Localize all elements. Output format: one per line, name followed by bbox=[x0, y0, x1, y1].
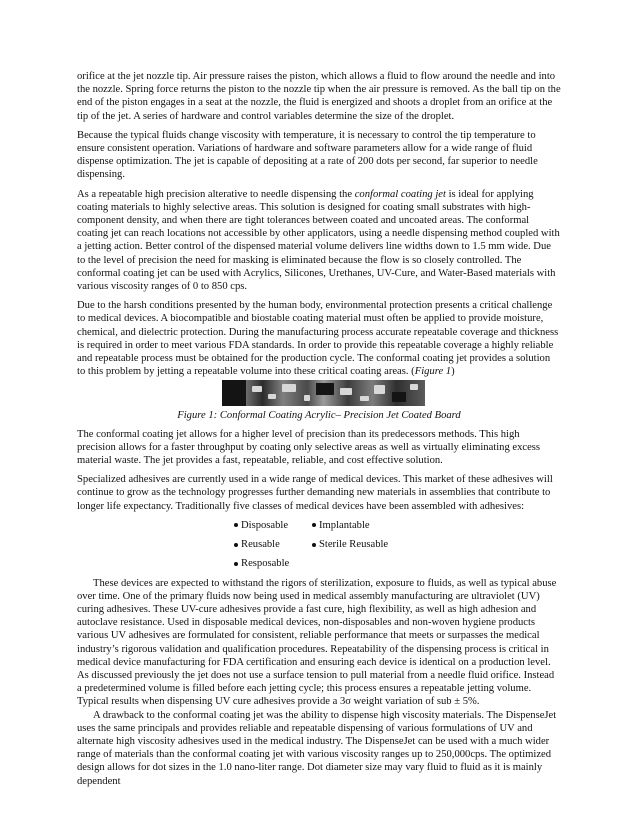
bullet-icon bbox=[234, 543, 238, 547]
list-item bbox=[312, 519, 432, 532]
device-classes-list bbox=[234, 519, 561, 571]
list-item-label: Sterile Reusable bbox=[319, 539, 389, 551]
bullet-icon bbox=[312, 543, 316, 547]
list-item bbox=[312, 538, 432, 551]
paragraph-uv-adhesives: These devices are expected to withstand the rigors of sterilization, exposure to fluids, as well as typical abuse over time. One of the primary fluids now being used in medical assembly manufacturing are ultraviolet (UV) curing adhesives. These UV-cure adhesives provide a fast cure, high flexibility, as well as high adhesion and autoclave resistance. Used in disposable medical devices, non-disposables and non-woven hygiene products various UV adhesives are formulated for consistent, reliable performance that meets or surpasses the medical industry’s rigorous validation and qualification procedures. Repeatability of the dispensing process is critical in medical device manufacturing for FDA certification and ensuring each device is identical on a production level. As discussed previously the jet does not use a surface tension to pull material from a needle fluid orifice. Instead a predetermined volume is filled before each jetting cycle; this process ensures a repeatable jetting volume. Typical results when dispensing UV cure adhesives provide a 3σ weight variation of sub ± 5%. bbox=[77, 577, 557, 708]
figure-caption: Figure 1: Conformal Coating Acrylic– Precision Jet Coated Board bbox=[177, 410, 461, 422]
bullet-icon bbox=[234, 562, 238, 566]
document-page bbox=[77, 70, 561, 788]
text-run: ) bbox=[451, 366, 455, 378]
emphasis-term: conformal coating jet bbox=[354, 188, 446, 200]
list-item-label: Reusable bbox=[241, 539, 280, 551]
paragraph-temperature-control: Because the typical fluids change viscosity with temperature, it is necessary to control the tip temperature to ensure consistent operation. Variations of hardware and software parameters allow for a wide range of fluid dispense optimization. The jet is capable of depositing at a rate of 200 dots per second, far superior to needle dispensing. bbox=[77, 129, 538, 181]
list-item-label: Disposable bbox=[241, 519, 289, 531]
paragraph-medical-devices bbox=[77, 299, 561, 378]
text-run: is ideal for applying coating materials to highly selective areas. This solution is designed for coating small substrates with high-component density, and when there are tight tolerances between coated and uncoated areas. The conformal coating jet can reach locations not accessible by other applicators, using a needle dispensing method coupled with a jetting action. Better control of the dispensed material volume delivers line widths down to 1.5 mm wide. Due to the level of precision the need for masking is eliminated because the flow is so closely controlled. The conformal coating jet can be used with Acrylics, Silicones, Urethanes, UV-Cure, and Water-Based materials with various viscosity ranges of 0 to 850 cps. bbox=[77, 188, 560, 293]
bullet-icon bbox=[312, 523, 316, 527]
coated-board-photo bbox=[222, 380, 425, 406]
figure-reference: Figure 1 bbox=[414, 366, 452, 378]
text-run: Due to the harsh conditions presented by the human body, environmental protection presents a critical challenge to medical devices. A biocompatible and biostable coating material must often be applied to provide moisture, chemical, and dielectric protection. During the manufacturing process accurate repeatable coverage and thickness is required in order to meet various FDA standards. In order to provide this repeatable coverage a highly reliable and repeatable process must be obtained for the production cycle. The conformal coating jet provides a solution to this problem by jetting a repeatable volume into these critical coating areas. ( bbox=[77, 300, 559, 378]
paragraph-specialized-adhesives: Specialized adhesives are currently used in a wide range of medical devices. This market of these adhesives will continue to grow as the technology progresses further demanding new materials in assemblies that contribute to longer life expectancy. Traditionally five classes of medical devices have been assembled with adhesives: bbox=[77, 474, 553, 512]
bullet-icon bbox=[234, 523, 238, 527]
text-run: As a repeatable high precision alterative to needle dispensing the bbox=[77, 188, 355, 200]
list-item-label: Implantable bbox=[319, 519, 370, 531]
list-item bbox=[234, 538, 312, 551]
paragraph-dispensejet: A drawback to the conformal coating jet was the ability to dispense high viscosity materials. The DispenseJet uses the same principals and provides reliable and repeatable dispensing of various formulations of UV and alternate high viscosity adhesives used in the medical industry. The DispenseJet can be used with a much wider range of materials than the conformal coating jet with various viscosity ranges up to 250,000cps. The optimized design allows for dot sizes in the 1.0 nano-liter range. Dot diameter size may vary fluid to fluid as it is mainly dependent bbox=[77, 709, 557, 787]
paragraph-jet-operation: orifice at the jet nozzle tip. Air pressure raises the piston, which allows a fluid to flow around the needle and into the nozzle. Spring force returns the piston to the nozzle tip when the air pressure is removed. As the ball tip on the end of the piston engages in a seat at the nozzle, the fluid is energized and shoots a droplet from an orifice at the tip of the jet. A series of hardware and control variables determine the size of the droplet. bbox=[77, 71, 561, 122]
paragraph-conformal-coating-jet bbox=[77, 188, 561, 294]
list-item-label: Resposable bbox=[241, 558, 290, 570]
list-item bbox=[234, 557, 312, 570]
list-item bbox=[234, 519, 312, 532]
paragraph-precision-benefits: The conformal coating jet allows for a higher level of precision than its predecessors methods. This high precision allows for a faster throughput by coating only selective areas as well as virtually eliminating excess material waste. The jet provides a fast, repeatable, reliable, and cost effective solution. bbox=[77, 428, 541, 467]
